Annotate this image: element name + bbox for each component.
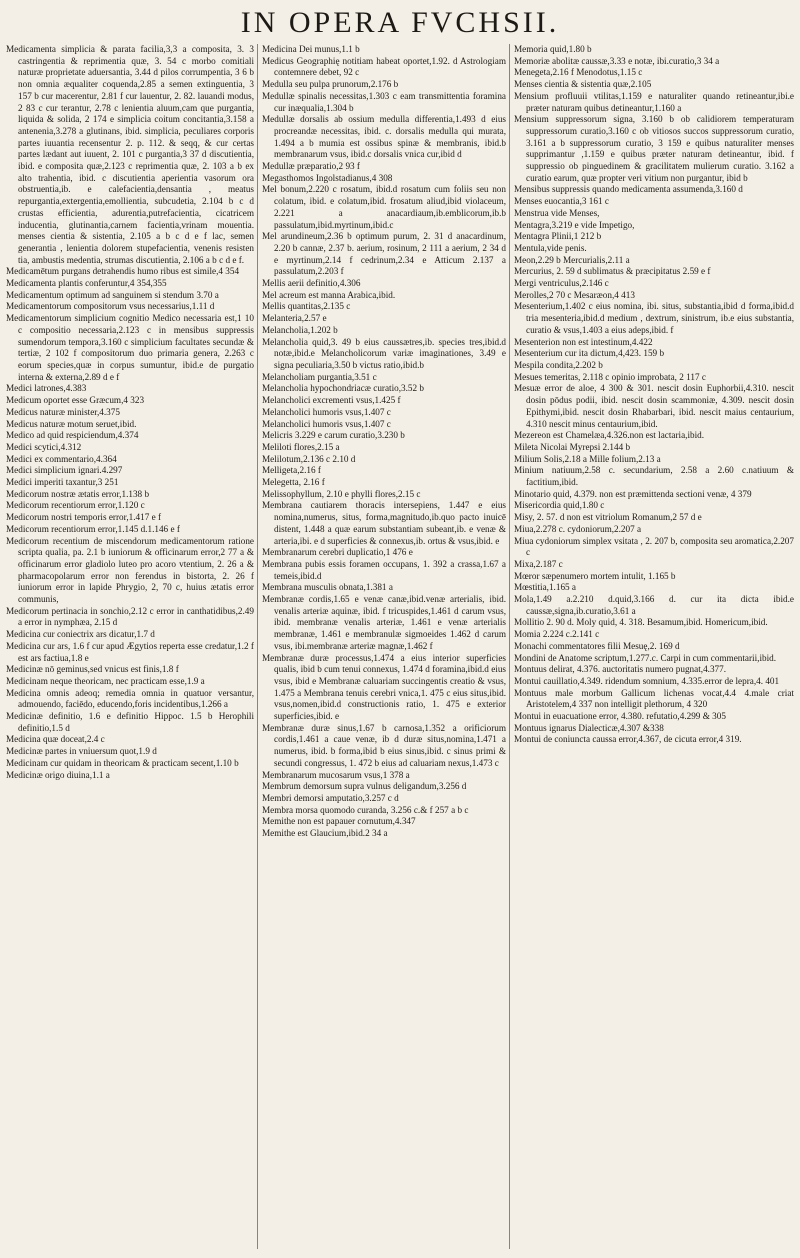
- index-entry: Medicorum pertinacia in sonchio,2.12 c error in canthatidibus,2.49 a error in nymphæa, 2.15 d: [6, 605, 254, 628]
- index-entry: Minotario quid, 4.379. non est præmittenda sectioni venæ, 4 379: [514, 488, 752, 499]
- index-entry: Melilotum,2.136 c 2.10 d: [262, 453, 356, 464]
- index-entry: Minium natiuum,2.58 c. secundarium, 2.58 a 2.60 c.natiuum & factitium,ibid.: [514, 465, 794, 488]
- index-entry: Memithe non est papauer cornutum,4.347: [262, 816, 416, 827]
- index-entry: Monachi commentatores filii Mesuę,2. 169 d: [514, 640, 680, 651]
- index-entry: Mentagra,3.219 e vide Impetigo,: [514, 219, 635, 230]
- index-entry: Membrana musculis obnata,1.381 a: [262, 582, 393, 593]
- index-entry: Medicinæ definitio, 1.6 e definitio Hippoc. 1.5 b Herophili definitio,1.5 d: [6, 711, 254, 733]
- index-entry: Mellis aerii definitio,4.306: [262, 278, 361, 289]
- index-entry: Medulla seu pulpa prunorum,2.176 b: [262, 79, 399, 90]
- index-entry: Mezereon est Chamelæa,4.326.non est lactaria,ibid.: [514, 430, 705, 441]
- index-entry: Mel bonum,2.220 c rosatum, ibid.d rosatum cum foliis seu non colatum, ibid. e colatum,ibid. frosatum aliud,ibid violaceum, 2.221 a anacardiaum,ib.emblicorum,ib.b passulatum,ibid.myrtinum,ibid.c: [262, 184, 506, 230]
- index-entry: Melancholia quid,3. 49 b eius caussætres,ib. species tres,ibid.d notæ,ibid.e Melancholicorum variæ imaginationes, 3.49 e signa peculiaria,3.50 b victus ratio,ibid.b: [262, 336, 506, 370]
- index-entry: Medullæ præparatio,2 93 f: [262, 161, 360, 172]
- index-entry: Membrana pubis essis foramen occupans, 1. 392 a crassa,1.67 a temeis,ibid.d: [262, 558, 506, 581]
- index-entry: Mœstitia,1.165 a: [514, 582, 577, 593]
- index-entry: Medici scytici,4.312: [6, 441, 82, 452]
- index-entry: Mergi ventriculus,2.146 c: [514, 278, 609, 289]
- index-entry: Membri demorsi amputatio,3.257 c d: [262, 793, 399, 803]
- index-entry: Medicus naturæ minister,4.375: [6, 406, 120, 417]
- index-entry: Memoria quid,1.80 b: [514, 44, 592, 54]
- index-entry: Membrum demorsum supra vulnus deligandum,3.256 d: [262, 781, 467, 792]
- index-entry: Melligeta,2.16 f: [262, 465, 321, 476]
- index-entry: Melancholiam purgantia,3.51 c: [262, 371, 377, 382]
- index-entry: Melissophyllum, 2.10 e phylli flores,2.15 c: [262, 488, 421, 499]
- page-title: IN OPERA FVCHSII.: [240, 6, 560, 39]
- index-entry: Medicamenta simplicia & parata facilia,3,3 a composita, 3. 3 castringentia & reprimentia quæ, 3. 54 c morbo comitiali naturæ proprietate aduersantia, 3.44 d pilos corrumpentia, 3 6 b non omnia æqualiter coquenda,2.85 a semen extinguentia, 3 157 b cur macerentur, 2.81 f cur lauentur, 2. 82. lauandi modus, 2 83 c cur terantur, 2.78 c lenientia aluum,cam que purgantia, liquida & solida, 2 174 e simplicia coitum concitantia,3.158 a antenenia,3.278 a glutinans, ibid. simplicia, peculiares corporis partes iuuantia recensentur 2. p. 112. & seqq, & cur certas partes lædant aut iuuent, 2. 101 c purgantia,3 37 d discutientia, ibid. e composita quæ,2.123 c reprimentia quæ, 2. 103 a b ex alto trahentia, ibid. c discutientia aperientia vasorum ora obstruentia,ib. e calefacientia,densantia , meatus repurgantia,extergentia,emollientia, subcudetia, 2.104 b c d crustas efficientia, adurentia,putrefacientia, cicatricem inducentia, glutinantia,carnem facientia,vrinam mouentia. menses cientia & sistentia, 2.105 a b c d e f lac, semen generantia , lenientia dolorem stupefacientia, venenis resisten tia, ambustis medentia, strumas discutientia, 2.106 a b c d e f.: [6, 44, 254, 265]
- index-entry: Megasthomos Ingolstadianus,4 308: [262, 172, 393, 183]
- index-entry: Medicus naturæ motum seruet,ibid.: [6, 418, 137, 429]
- index-entry: Medicus Geographię notitiam habeat oportet,1.92. d Astrologiam contemnere debet, 92 c: [262, 55, 506, 78]
- index-entry: Membranarum cerebri duplicatio,1 476 e: [262, 547, 413, 558]
- index-entry: Membranæ duræ processus,1.474 a eius interior superficies qualis, ibid b cum tenui connexus, 1.474 d foramina,ibid.d eius vsus, ibid e Membranæ caluariam succingentis creatio & vsus, 1.475 a Membrana tenuis cerebri vnica,1. 475 c eius situs,ibid. vsus,nomen,ibid.d constructionis ratio, 1. 475 e exterior superficies,ibid. e: [262, 652, 506, 722]
- index-entry: Montuus ignarus Dialecticæ,4.307 &338: [514, 722, 664, 733]
- index-entry: Medicamenta plantis conferuntur,4 354,355: [6, 278, 167, 289]
- index-entry: Medicinæ partes in vniuersum quot,1.9 d: [6, 746, 157, 757]
- index-entry: Medicamētum purgans detrahendis humo ribus est simile,4 354: [6, 266, 240, 277]
- index-entry: Medullæ dorsalis ab ossium medulla differentia,1.493 d eius procreandæ necessitas, ibid. c. dorsalis medulla qui murata, 1.494 a b mumia est ossibus spinæ & membranis, ibid.b membranarum vsus, ibid.c dorsalis vnica cur,ibid d: [262, 114, 506, 160]
- index-entry: Medicamentorum simplicium cognitio Medico necessaria est,1 10 c compositio necessaria,2.123 c in mensibus suppressis sumendorum tempora,3.160 c simplicium facultates secundæ & tertiæ, 2 102 f compositorum duo primaria genera, 2.263 c eorum species,quæ in corpus sumuntur, ibid.e de purgatio interna & externa,2.89 d e f: [6, 313, 254, 382]
- index-entry: Medico ad quid respiciendum,4.374: [6, 430, 139, 441]
- index-entry: Membra morsa quomodo curanda, 3.256 c.& f 257 a b c: [262, 804, 469, 815]
- index-entry: Medullæ spinalis necessitas,1.303 c eam transmittentia foramina cur inæqualia,1.304 b: [262, 90, 506, 113]
- index-entry: Meon,2.29 b Mercurialis,2.11 a: [514, 254, 630, 265]
- index-column-1: [6, 44, 254, 1254]
- index-entry: Medicorum nostri temporis error,1.417 e f: [6, 512, 162, 523]
- index-entry: Medici simplicium ignari.4.297: [6, 465, 123, 476]
- index-entry: Mileta Nicolai Myrepsi 2.144 b: [514, 441, 631, 452]
- index-entry: Montuus male morbum Gallicum lichenas vocat,4.4 4.male criat Aristotelem,4 337 non intelligit plethorum, 4 320: [514, 687, 794, 710]
- index-entry: Mel acreum est manna Arabica,ibid.: [262, 289, 396, 300]
- index-entry: Medicina quæ doceat,2.4 c: [6, 734, 105, 745]
- index-entry: Melancholici excrementi vsus,1.425 f: [262, 395, 401, 406]
- index-entry: Merolles,2 70 c Mesaræon,4 413: [514, 289, 635, 300]
- index-entry: Medicinæ nō geminus,sed vnicus est finis,1.8 f: [6, 664, 179, 675]
- index-entry: Mesues temeritas, 2.118 c opinio improbata, 2 117 c: [514, 371, 706, 382]
- index-entry: Medicina cur ars, 1.6 f cur apud Ægytios reperta esse credatur,1.2 f est ars factiua,1.8 e: [6, 640, 254, 663]
- index-entry: Mentagra Plinii,1 212 b: [514, 231, 602, 242]
- index-entry: Melancholici humoris vsus,1.407 c: [262, 406, 391, 417]
- index-entry: Membrana cautiarem thoracis intersepiens, 1.447 e eius nomina,numerus, situs, forma,magnitudo,ib.quo pacto inuicē distent, 1.448 a quæ earum substantiam subeant,ib. e venæ & arteria,ibi. e d superficies & connexus,ib. ortus & vsus,ibid. e: [262, 500, 506, 546]
- index-entry: Milium Solis,2.18 a Mille folium,2.13 a: [514, 453, 661, 464]
- index-entry: Mixa,2.187 c: [514, 558, 563, 569]
- index-entry: Mollitio 2. 90 d. Moly quid, 4. 318. Besamum,ibid. Homericum,ibid.: [514, 617, 768, 628]
- index-entry: Mesuæ error de aloe, 4 300 & 301. nescit dosin Euphorbii,4.310. nescit dosin pōdus podii, ibid. nescit dosin scammoniæ, 4.309. nescit dosin Epithymi,ibid. nescit dosin Rhabarbari, ibid. nescit maius centaurium, 4.310 nescit minus centaurium,ibid.: [514, 383, 794, 429]
- index-entry: Melanteria,2.57 e: [262, 313, 327, 324]
- index-entry: Mellis quantitas,2.135 c: [262, 301, 351, 312]
- index-entry: Montui in euacuatione error, 4.380. refutatio,4.299 & 305: [514, 711, 726, 722]
- index-entry: Medicamentum optimum ad sanguinem si stendum 3.70 a: [6, 289, 219, 300]
- index-entry: Menstrua vide Menses,: [514, 207, 600, 218]
- index-entry: Medicina omnis adeoq; remedia omnia in quatuor versantur, admouendo, faciēdo, educendo,foris incidentibus,1.266 a: [6, 687, 254, 710]
- index-entry: Medicorum recentiorum error,1.120 c: [6, 500, 145, 511]
- index-entry: Menses euocantia,3 161 c: [514, 196, 609, 207]
- index-entry: Mensibus suppressis quando medicamenta assumenda,3.160 d: [514, 184, 743, 195]
- index-entry: Melancholia,1.202 b: [262, 324, 338, 335]
- index-entry: Montui de coniuncta caussa error,4.367, de cicuta error,4 319.: [514, 734, 742, 745]
- index-entry: Medici latrones,4.383: [6, 383, 87, 394]
- index-entry: Mœror sæpenumero mortem intulit, 1.165 b: [514, 570, 676, 581]
- index-entry: Miua,2.278 c. cydoniorum,2.207 a: [514, 523, 642, 534]
- index-column-3: [514, 44, 794, 1254]
- index-entry: Medici ex commentario,4.364: [6, 453, 117, 464]
- index-entry: Melancholia hypochondriacæ curatio,3.52 b: [262, 383, 425, 394]
- index-entry: Mesenterium cur ita dictum,4,423. 159 b: [514, 348, 665, 359]
- index-entry: Miua cydoniorum simplex vsitata , 2. 207 b, composita seu aromatica,2.207 c: [514, 535, 794, 558]
- index-entry: Medicorum nostræ ætatis error,1.138 b: [6, 488, 150, 499]
- index-entry: Medicina cur coniectrix ars dicatur,1.7 d: [6, 629, 155, 640]
- index-entry: Melegetta, 2.16 f: [262, 477, 325, 488]
- index-entry: Montuus delirat, 4.376. auctoritatis numero pugnat,4.377.: [514, 664, 727, 675]
- index-entry: Menegeta,2.16 f Menodotus,1.15 c: [514, 67, 643, 78]
- index-entry: Melicris 3.229 e carum curatio,3.230 b: [262, 430, 405, 441]
- index-entry: Mesenterium,1.402 c eius nomina, ibi. situs, substantia,ibid d forma,ibid.d tria mesenteria,ibid.d medium , dextrum, sinistrum, ib.e eius substantia, curatio & vsus,1.403 a eius adeps,ibid. f: [514, 301, 794, 335]
- index-entry: Medicum oportet esse Græcum,4 323: [6, 395, 145, 406]
- index-column-2: [262, 44, 506, 1254]
- index-entry: Mensium profluuii vtilitas,1.159 e naturaliter quando retineantur,ibi.e præter naturam quibus detineantur,1.160 a: [514, 90, 794, 113]
- index-entry: Membranæ cordis,1.65 e venæ canæ,ibid.venæ arterialis, ibid. venalis arteriæ aquinæ, ibid. f tricuspides,1.461 d carum vsus, ibid. membranæ venalis arteriæ, 1.461 e venæ arterialis membranæ, 1.461 e membranulæ sigmoeides 1.462 d carum vsus, ibi.membranæ arteriæ magnæ,1.462 f: [262, 594, 506, 651]
- index-entry: Mel arundineum,2.36 b optimum purum, 2. 31 d anacardinum, 2.20 b cannæ, 2.37 b. aerium, rosinum, 2 111 a aerium, 2 34 d e myrtinum,2.14 f cedrinum,2.34 e Atticum 2.137 a passulatum,2.203 f: [262, 231, 506, 277]
- index-entry: Misy, 2. 57. d non est vitriolum Romanum,2 57 d e: [514, 512, 702, 523]
- index-entry: Medicorum recentiorum error,1.145 d.1.146 e f: [6, 523, 180, 534]
- index-entry: Mesenterion non est intestinum,4.422: [514, 336, 653, 347]
- index-entry: Medicinam cur quidam in theoricam & practicam secent,1.10 b: [6, 757, 239, 768]
- index-entry: Melancholici humoris vsus,1.407 c: [262, 418, 391, 429]
- index-entry: Membranarum mucosarum vsus,1 378 a: [262, 769, 410, 780]
- index-entry: Montui cauillatio,4.349. ridendum somnium, 4.335.error de lepra,4. 401: [514, 675, 780, 686]
- index-entry: Mercurius, 2. 59 d sublimatus & præcipitatus 2.59 e f: [514, 266, 711, 277]
- column-divider: [257, 44, 258, 1249]
- index-entry: Mondini de Anatome scriptum,1.277.c. Carpi in cum commentarii,ibid.: [514, 652, 777, 663]
- index-entry: Medicinam neque theoricam, nec practicam esse,1.9 a: [6, 675, 205, 686]
- index-entry: Mespila condita,2.202 b: [514, 359, 603, 370]
- index-entry: Memoriæ abolitæ caussæ,3.33 e notæ, ibi.curatio,3 34 a: [514, 55, 720, 66]
- index-entry: Mentula,vide penis.: [514, 242, 587, 253]
- index-entry: Medicina Dei munus,1.1 b: [262, 44, 360, 54]
- index-entry: Mensium suppressorum signa, 3.160 b ob calidiorem temperaturam suppressorum curatio,3.160 c ob vitiosos succos suppressorum curatio, 3.161 a b suppressorum curatio, 3 159 e quibus naturaliter menses supprimantur ,1.159 e quibus præter naturam detineantur, ibid. f suppressio ob pinguedinem & gracilitatem mulierum curatio. 3.162 a curatio earum, quæ propter veri vitium non purgantur, ibid b: [514, 114, 794, 183]
- index-entry: Memithe est Glaucium,ibid.2 34 a: [262, 828, 388, 839]
- column-divider: [509, 44, 510, 1249]
- index-entry: Meliloti flores,2.15 a: [262, 441, 340, 452]
- index-entry: Misericordia quid,1.80 c: [514, 500, 605, 511]
- index-entry: Menses cientia & sistentia quæ,2.105: [514, 79, 652, 90]
- index-entry: Medicinæ origo diuina,1.1 a: [6, 769, 110, 780]
- index-entry: Medici imperiti taxantur,3 251: [6, 477, 119, 488]
- index-entry: Medicamentorum compositorum vsus necessarius,1.11 d: [6, 301, 215, 312]
- index-entry: Medicorum recentium de miscendorum medicamentorum ratione scripta qualia, pa. 2.1 b iuniorum & officinarum error,2 77 a & officinarum error gladiolo luteo pro acoro vtentium, 2. 26 a & pharmacopolarum error non ferendus in bistorta, 2. 26 f iuniorum error in lapide Phrygio, 2, 70 c, huius ætatis error communis,: [6, 535, 254, 605]
- index-entry: Membranæ duræ sinus,1.67 b carnosa,1.352 a orificiorum cordis,1.461 a caue venæ, ib d duræ situs,nomina,1.471 a numerus, ibid. b forma,ibid b eius sinus,ibid. c sinus primi & secundi congressus, 1. 472 b eius ad caluariam nexus,1.473 c: [262, 722, 506, 768]
- index-entry: Momia 2.224 c.2.141 c: [514, 629, 600, 640]
- index-entry: Mola,1.49 a.2.210 d.quid,3.166 d. cur ita dicta ibid.e caussæ,signa,ib.curatio,3.61 a: [514, 594, 794, 616]
